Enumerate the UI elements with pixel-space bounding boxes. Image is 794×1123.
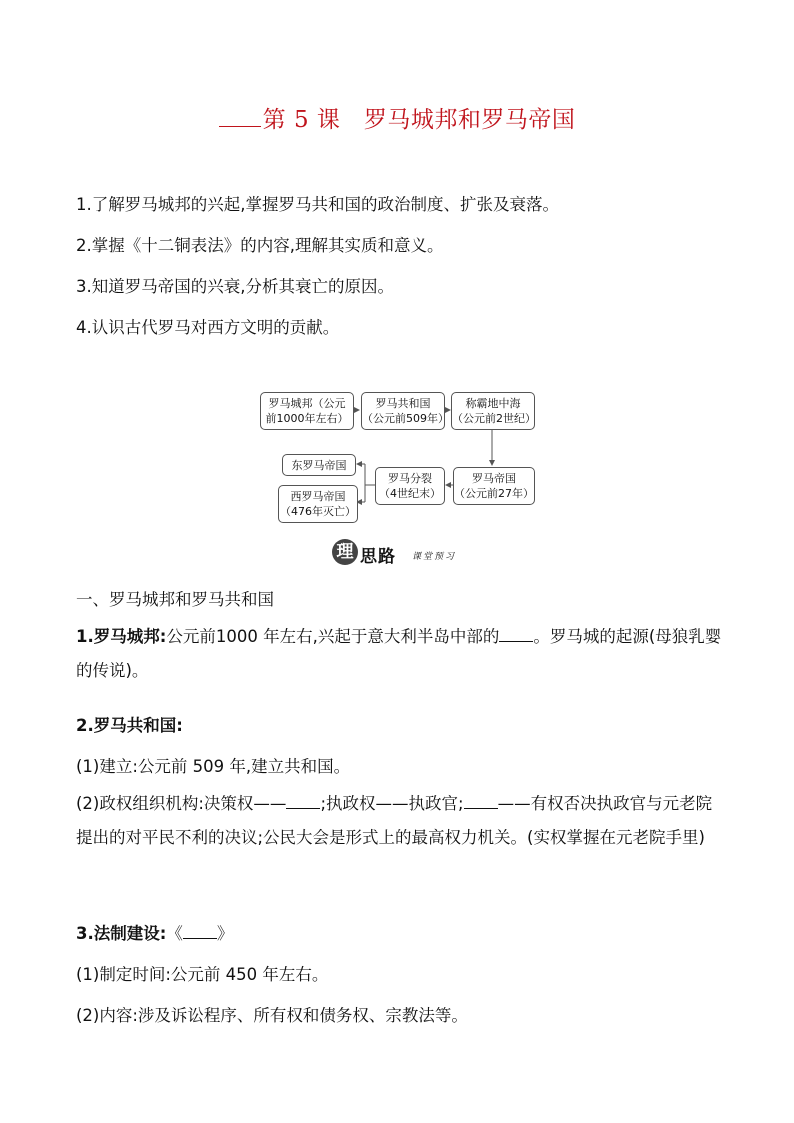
p1-text-b: 。罗马城的起源(母狼乳婴的传说)。 <box>76 627 722 680</box>
box-line: （公元前2世纪） <box>452 412 536 425</box>
box-line: 罗马帝国 <box>472 472 516 485</box>
box-line: 东罗马帝国 <box>291 458 347 472</box>
p22-text-a: (2)政权组织机构:决策权—— <box>76 794 287 813</box>
box-line: 称霸地中海 <box>465 397 521 410</box>
p3-heading: 3.法制建设: <box>76 924 167 943</box>
box-line: （公元前509年） <box>362 412 449 425</box>
paragraph-3-1: (1)制定时间:公元前 450 年左右。 <box>76 965 329 984</box>
page-title <box>0 101 794 134</box>
fill-blank <box>286 794 320 809</box>
title-blank <box>219 108 261 127</box>
p3-bracket-close: 》 <box>216 924 234 943</box>
p2-heading: 2.罗马共和国: <box>76 716 183 735</box>
objective-3: 3.知道罗马帝国的兴衰,分析其衰亡的原因。 <box>76 277 394 296</box>
box-line: 罗马城邦（公元 <box>268 397 346 410</box>
fill-blank <box>183 924 217 939</box>
box-line: 罗马共和国 <box>375 397 431 410</box>
paragraph-3-2: (2)内容:涉及诉讼程序、所有权和债务权、宗教法等。 <box>76 1006 468 1025</box>
paragraph-1 <box>76 620 726 688</box>
p3-bracket-open: 《 <box>166 924 183 943</box>
logo-title: 思路 <box>360 547 396 567</box>
logo-subtitle: 课堂预习 <box>412 552 457 562</box>
lesson-number: 第 5 课 <box>262 107 341 133</box>
objective-4: 4.认识古代罗马对西方文明的贡献。 <box>76 318 340 337</box>
box-line: 西罗马帝国 <box>290 490 346 503</box>
paragraph-3-heading <box>76 920 233 944</box>
box-split <box>375 467 445 505</box>
section-heading: 一、罗马城邦和罗马共和国 <box>76 590 274 609</box>
box-roman-city-state <box>260 392 354 430</box>
p1-text-a: 公元前1000 年左右,兴起于意大利半岛中部的 <box>166 627 500 646</box>
p22-text-b: ;执政权——执政官; <box>320 794 464 813</box>
paragraph-2-heading <box>76 712 183 736</box>
fill-blank <box>464 794 498 809</box>
paragraph-2-1: (1)建立:公元前 509 年,建立共和国。 <box>76 757 351 776</box>
box-line: （公元前27年） <box>454 487 534 500</box>
box-roman-republic <box>361 392 449 430</box>
box-line: （4世纪末） <box>379 487 441 500</box>
box-line: 罗马分裂 <box>388 472 432 485</box>
logo-badge: 理 <box>332 539 358 565</box>
fill-blank <box>499 627 533 642</box>
p22-text-c: ——有权否决执政官与元老院提出的对平民不利的决议;公民大会是形式上的最高权力机关。(实权掌握在元老院手里) <box>76 794 713 847</box>
lesson-name: 罗马城邦和罗马帝国 <box>363 107 576 133</box>
box-line: 前1000年左右） <box>265 412 349 425</box>
objective-2: 2.掌握《十二铜表法》的内容,理解其实质和意义。 <box>76 236 444 255</box>
box-west-empire <box>278 485 358 523</box>
preview-logo <box>332 537 472 569</box>
objective-1: 1.了解罗马城邦的兴起,掌握罗马共和国的政治制度、扩张及衰落。 <box>76 195 559 214</box>
p1-heading: 1.罗马城邦: <box>76 627 167 646</box>
box-roman-empire <box>453 467 535 505</box>
paragraph-2-2 <box>76 787 726 855</box>
box-mediterranean <box>451 392 535 430</box>
box-line: （476年灭亡） <box>280 505 356 518</box>
box-east-empire <box>282 454 356 476</box>
